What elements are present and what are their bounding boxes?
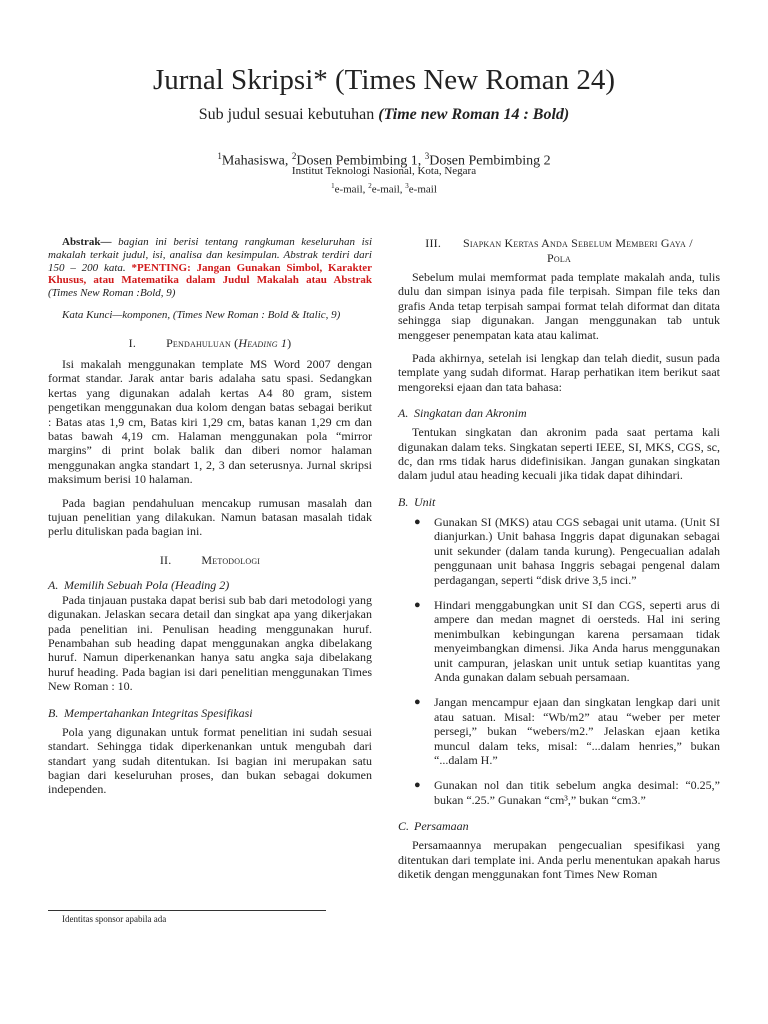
subsection-title: Memilih Sebuah Pola (Heading 2)	[64, 577, 230, 592]
section-heading-2	[48, 553, 372, 568]
list-item	[398, 515, 720, 587]
subtitle-emphasis: (Time new Roman 14 : Bold)	[378, 106, 570, 123]
left-column	[48, 236, 372, 797]
subsection-heading	[48, 706, 372, 721]
section-heading-1	[48, 336, 372, 351]
author-name: Dosen Pembimbing 1,	[296, 153, 425, 169]
email-text: e-mail,	[371, 183, 406, 196]
subsection-heading	[398, 406, 720, 421]
bullet-icon: ●	[414, 779, 421, 792]
footnote-divider	[48, 910, 326, 911]
abstract-label: Abstrak—	[62, 236, 112, 248]
author-name: Mahasiswa,	[221, 153, 292, 169]
right-column	[398, 236, 720, 881]
section-title-emphasis: Heading 1	[238, 335, 288, 350]
subsection-heading	[48, 578, 372, 593]
section-title: Siapkan Kertas Anda Sebelum Memberi Gaya /	[463, 236, 693, 250]
list-item	[398, 778, 720, 807]
bullet-icon: ●	[414, 515, 421, 528]
subsection-number: A.	[398, 406, 409, 421]
subsection-title: Persamaan	[414, 819, 469, 834]
subsection-number: B.	[48, 705, 59, 720]
section-number: II.	[159, 552, 172, 567]
author-name: Dosen Pembimbing 2	[429, 153, 551, 169]
section-title: Metodologi	[201, 552, 261, 567]
bullet-list	[398, 515, 720, 807]
list-item-text: Jangan mencampur ejaan dan singkatan lengkap dari unit atau satuan. Misal: “Wb/m2” atau “weber per meter persegi,” bukan “webers/m2.” Jelaskan ejaan ketika muncul dalam teks, misal: “...dalam henries,” bukan “...dalam H.”	[434, 695, 720, 767]
paragraph: Isi makalah menggunakan template MS Word 2007 dengan format standar. Jarak antar baris adalaha satu spasi. Sedangkan kertas yang digunakan adalah kertas A4 80 gram, sistem pengetikan menggunakan dua kolom dengan batas sebagai berikut : Batas atas 1,9 cm, Batas kiri 1,29 cm, batas kanan 1,29 cm dan batas bawah 4,19 cm. Halaman menggunakan pola “mirror margins” di print bolak balik dan diberi nomor halaman menggunakan angka standart 1, 2, 3 dan seterusnya. Jurnal skripsi maksimum berisi 10 halaman.	[48, 356, 372, 487]
subsection-number: C.	[398, 819, 410, 834]
author-sup: 3	[424, 151, 430, 161]
list-item-text: Gunakan SI (MKS) atau CGS sebagai unit utama. (Unit SI dianjurkan.) Unit bahasa Inggris dapat digunakan sebagai unit sekunder (dalam tanda kurung). Pengecualian adalah penggunaan unit bahasa Inggris sebagai pengenal dalam perdagangan, seperti “disk drive 3,5 inci.”	[434, 514, 720, 587]
bullet-icon: ●	[414, 696, 421, 709]
subsection-title: Mempertahankan Integritas Spesifikasi	[64, 705, 253, 720]
footnote: Identitas sponsor apabila ada	[62, 914, 167, 924]
subtitle-text: Sub judul sesuai kebutuhan	[198, 106, 379, 123]
subsection-heading	[398, 495, 720, 510]
paragraph: Pada akhirnya, setelah isi lengkap dan telah diedit, susun pada template yang sudah diformat. Harap perhatikan item berikut saat mengoreksi ejaan dan tata bahasa:	[398, 351, 720, 394]
paragraph: Tentukan singkatan dan akronim pada saat pertama kali digunakan dalam teks. Singkatan seperti IEEE, SI, MKS, CGS, sc, dc, dan rms tidak harus didefinisikan. Jangan gunakan singkatan dalam judul atau heading kecuali jika tidak dapat dihindari.	[398, 425, 720, 483]
abstract	[48, 236, 372, 300]
keywords: Kata Kunci—komponen, (Times New Roman : Bold & Italic, 9)	[62, 308, 341, 321]
abstract-warning: *PENTING: Jangan Gunakan Simbol, Karakter Khusus, atau Matematika dalam Judul Makalah atau Abstrak	[48, 261, 372, 287]
abstract-text: bagian ini berisi tentang rangkuman keseluruhan isi makalah terkait judul, isi, analisa dan kesimpulan. Abstrak terdiri dari 150 – 200 kata.	[48, 236, 372, 274]
subsection-number: B.	[398, 494, 409, 509]
paragraph: Pola yang digunakan untuk format penelitian ini sudah sesuai standart. Sehingga tidak diperkenankan untuk mengubah dari standart yang sudah ditentukan. Isi bagian ini merupakan satu bagian dari keseluruhan proses, dan bukan sebagai dokumen independen.	[48, 724, 372, 797]
paragraph: Pada tinjauan pustaka dapat berisi sub bab dari metodologi yang digunakan. Jelaskan secara detail dan singkat apa yang dikerjakan pada penelitian ini. Penulisan heading menggunakan huruf. Penambahan sub heading dapat menggunakan angka dibelakang huruf. Namun diperkenankan hanya satu angka saja dibelakang huruf heading. Pada bagian isi dari penelitian menggunakan Times New Roman : 10.	[48, 592, 372, 694]
paragraph: Pada bagian pendahuluan mencakup rumusan masalah dan tujuan penelitian yang dilakukan. Namun batasan masalah tidak perlu dituliskan pada bagian ini.	[48, 495, 372, 539]
abstract-note: (Times New Roman :Bold, 9)	[48, 287, 176, 300]
affiliation: Institut Teknologi Nasional, Kota, Negara	[291, 165, 477, 177]
section-title-close: )	[287, 335, 292, 350]
email-text: e-mail	[408, 183, 437, 196]
list-item	[398, 695, 720, 767]
email-list	[0, 179, 768, 198]
subsection-title: Unit	[414, 494, 436, 509]
email-sup: 1	[331, 182, 335, 190]
author-sup: 1	[217, 151, 222, 161]
section-title-line2: Pola	[547, 251, 571, 265]
list-item-text: Gunakan nol dan titik sebelum angka desimal: “0.25,” bukan “.25.” Gunakan “cm³,” bukan “cm3.”	[434, 778, 720, 807]
email-sup: 3	[405, 182, 409, 190]
bullet-icon: ●	[414, 598, 421, 611]
paper-title: Jurnal Skripsi* (Times New Roman 24)	[152, 64, 616, 96]
paper-subtitle	[0, 104, 768, 126]
section-title: Pendahuluan (	[166, 335, 239, 350]
paragraph: Persamaannya merupakan pengecualian spesifikasi yang ditentukan dari template ini. Anda perlu menentukan apakah harus diketik dengan menggunakan font Times New Roman	[398, 838, 720, 881]
email-text: e-mail,	[334, 183, 369, 196]
subsection-number: A.	[48, 577, 59, 592]
list-item	[398, 598, 720, 684]
list-item-text: Hindari menggabungkan unit SI dan CGS, seperti arus di ampere dan medan magnet di oersteds. Hal ini sering menimbulkan kebingungan karena persamaan tidak menyeimbangkan dimensi. Jika Anda harus menggunakan unit campuran, jelaskan unit untuk setiap kuantitas yang Anda gunakan dalam sebuah persamaan.	[434, 597, 720, 684]
section-heading-3	[398, 236, 720, 266]
email-sup: 2	[368, 182, 372, 190]
section-number: III.	[425, 236, 442, 250]
author-sup: 2	[291, 151, 297, 161]
subsection-title: Singkatan dan Akronim	[414, 406, 527, 421]
subsection-heading	[398, 819, 720, 834]
section-number: I.	[128, 335, 137, 350]
paragraph: Sebelum mulai memformat pada template makalah anda, tulis dulu dan simpan isinya pada file terpisah. Simpan file teks dan grafis Anda tetap terpisah sampai format telah diformat dan ditata sehingga siap digunakan. Jangan menggunakan tab untuk menggeser penempatan kata atau kalimat.	[398, 270, 720, 342]
